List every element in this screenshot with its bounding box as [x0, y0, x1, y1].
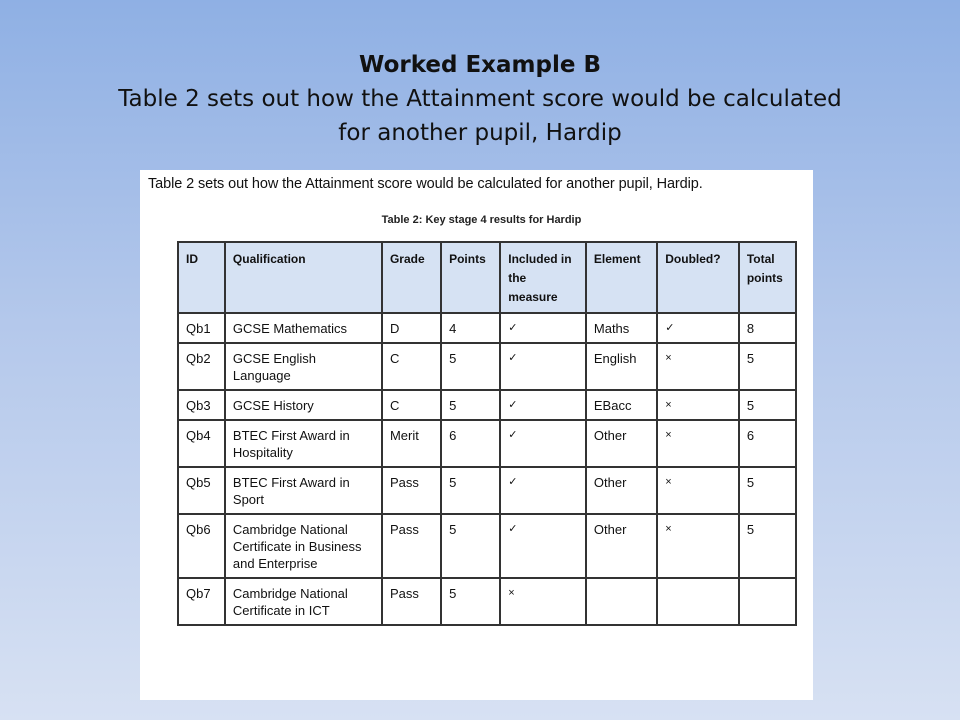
cell-element: Other [586, 514, 657, 578]
table-row [178, 514, 796, 578]
document-intro-text: Table 2 sets out how the Attainment score would be calculated for another pupil, Hardip. [148, 176, 703, 192]
document-excerpt [140, 170, 813, 700]
slide-title [40, 48, 920, 150]
cell-total: 8 [739, 313, 796, 343]
cell-points: 6 [441, 420, 500, 467]
cell-id: Qb6 [178, 514, 225, 578]
cell-doubled-mark: × [657, 467, 739, 514]
cell-doubled-mark [657, 578, 739, 625]
cell-total: 5 [739, 467, 796, 514]
column-header-grade: Grade [382, 242, 441, 313]
cell-id: Qb5 [178, 467, 225, 514]
cell-element: Other [586, 420, 657, 467]
cell-id: Qb3 [178, 390, 225, 420]
cell-qualification: Cambridge National Certificate in ICT [225, 578, 382, 625]
table-row [178, 343, 796, 390]
cell-included-mark: ✓ [500, 343, 586, 390]
column-header-element: Element [586, 242, 657, 313]
cell-included-mark: × [500, 578, 586, 625]
cell-points: 4 [441, 313, 500, 343]
cell-total [739, 578, 796, 625]
table-row [178, 578, 796, 625]
table-row [178, 467, 796, 514]
slide-subheading-line2: for another pupil, Hardip [338, 120, 622, 146]
cell-id: Qb4 [178, 420, 225, 467]
cell-total: 5 [739, 514, 796, 578]
cell-total: 5 [739, 343, 796, 390]
cell-points: 5 [441, 390, 500, 420]
results-table [177, 241, 797, 626]
cell-points: 5 [441, 578, 500, 625]
cell-element: EBacc [586, 390, 657, 420]
column-header-doubled: Doubled? [657, 242, 739, 313]
cell-doubled-mark: × [657, 420, 739, 467]
cell-points: 5 [441, 467, 500, 514]
column-header-included: Included in the measure [500, 242, 586, 313]
cell-doubled-mark: × [657, 514, 739, 578]
cell-element: English [586, 343, 657, 390]
cell-doubled-mark: ✓ [657, 313, 739, 343]
cell-qualification: BTEC First Award in Hospitality [225, 420, 382, 467]
column-header-total: Total points [739, 242, 796, 313]
table-row [178, 313, 796, 343]
cell-total: 5 [739, 390, 796, 420]
cell-included-mark: ✓ [500, 514, 586, 578]
column-header-points: Points [441, 242, 500, 313]
slide-subheading-line1: Table 2 sets out how the Attainment score would be calculated [118, 86, 842, 112]
cell-included-mark: ✓ [500, 313, 586, 343]
cell-qualification: GCSE English Language [225, 343, 382, 390]
cell-id: Qb2 [178, 343, 225, 390]
cell-qualification: BTEC First Award in Sport [225, 467, 382, 514]
cell-grade: D [382, 313, 441, 343]
cell-grade: C [382, 343, 441, 390]
cell-included-mark: ✓ [500, 467, 586, 514]
cell-id: Qb7 [178, 578, 225, 625]
cell-grade: C [382, 390, 441, 420]
cell-points: 5 [441, 343, 500, 390]
cell-element: Other [586, 467, 657, 514]
cell-included-mark: ✓ [500, 390, 586, 420]
cell-included-mark: ✓ [500, 420, 586, 467]
cell-grade: Pass [382, 514, 441, 578]
cell-points: 5 [441, 514, 500, 578]
cell-qualification: GCSE History [225, 390, 382, 420]
table-row [178, 390, 796, 420]
column-header-id: ID [178, 242, 225, 313]
cell-qualification: Cambridge National Certificate in Business and Enterprise [225, 514, 382, 578]
cell-grade: Merit [382, 420, 441, 467]
cell-doubled-mark: × [657, 390, 739, 420]
table-header-row [178, 242, 796, 313]
cell-total: 6 [739, 420, 796, 467]
cell-grade: Pass [382, 467, 441, 514]
table-caption: Table 2: Key stage 4 results for Hardip [381, 214, 582, 226]
column-header-qualification: Qualification [225, 242, 382, 313]
cell-id: Qb1 [178, 313, 225, 343]
cell-doubled-mark: × [657, 343, 739, 390]
cell-element: Maths [586, 313, 657, 343]
cell-qualification: GCSE Mathematics [225, 313, 382, 343]
table-row [178, 420, 796, 467]
cell-element [586, 578, 657, 625]
slide-heading: Worked Example B [359, 52, 601, 78]
cell-grade: Pass [382, 578, 441, 625]
